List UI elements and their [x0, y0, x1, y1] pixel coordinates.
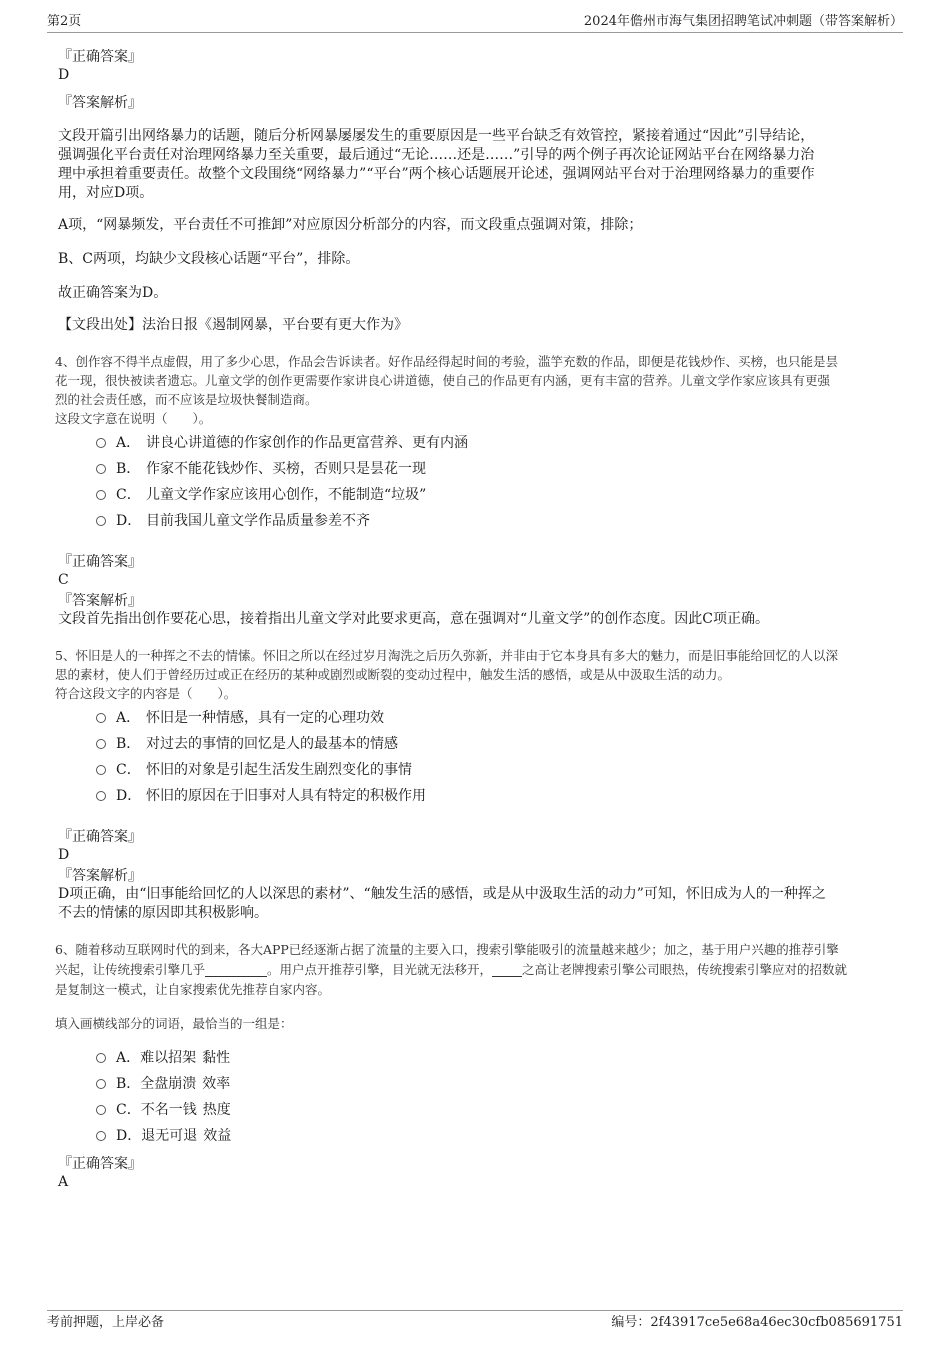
- question-stem-line: 花一现，很快被读者遗忘。儿童文学的创作更需要作家讲良心讲道德，使自己的作品更有内涵，更有丰富的营养。儿童文学作家应该具有更强: [55, 373, 831, 388]
- option-c[interactable]: [96, 1100, 231, 1120]
- radio-icon[interactable]: [96, 464, 106, 474]
- stem-text: 之高让老牌搜索引擎公司眼热，传统搜索引擎应对的招数就: [522, 962, 848, 977]
- radio-icon[interactable]: [96, 1053, 106, 1063]
- analysis-line: 强调强化平台责任对治理网络暴力至关重要，最后通过“无论……还是……”引导的两个例子再次论证网站平台在网络暴力治: [58, 147, 815, 163]
- radio-icon[interactable]: [96, 438, 106, 448]
- document-id: 编号：2f43917ce5e68a46ec30cfb085691751: [611, 1315, 903, 1330]
- option-text: 怀旧是一种情感，具有一定的心理功效: [146, 710, 384, 726]
- analysis-line: 不去的情愫的原因即其积极影响。: [58, 905, 268, 921]
- option-b[interactable]: [96, 1074, 230, 1094]
- source-note: 【文段出处】法治日报《遏制网暴，平台要有更大作为》: [58, 317, 408, 333]
- option-word: 效率: [202, 1076, 231, 1092]
- option-a[interactable]: [96, 708, 384, 728]
- option-c[interactable]: [96, 760, 412, 780]
- question-stem-line: 思的素材，使人们于曾经历过或正在经历的某种或剧烈或断裂的变动过程中，触发生活的感悟，或是从中汲取生活的动力。: [55, 667, 731, 682]
- option-d[interactable]: [96, 511, 370, 531]
- question-stem-line: 烈的社会责任感，而不应该是垃圾快餐制造商。: [55, 392, 318, 407]
- analysis-label: 『答案解析』: [58, 593, 142, 609]
- radio-icon[interactable]: [96, 739, 106, 749]
- page-number: 第2页: [47, 14, 82, 29]
- analysis-line: 文段首先指出创作要花心思，接着指出儿童文学对此要求更高，意在强调对“儿童文学”的创作态度。因此C项正确。: [58, 611, 770, 627]
- page-footer: [47, 1310, 903, 1333]
- fill-blank-2: [492, 962, 522, 977]
- answer-label: 『正确答案』: [58, 554, 142, 570]
- option-text: 作家不能花钱炒作、买榜，否则只是昙花一现: [146, 461, 426, 477]
- radio-icon[interactable]: [96, 713, 106, 723]
- option-text: 怀旧的原因在于旧事对人具有特定的积极作用: [146, 788, 426, 804]
- analysis-label: 『答案解析』: [58, 95, 142, 111]
- question-stem-line: 这段文字意在说明（ ）。: [55, 411, 212, 426]
- question-prompt: 填入画横线部分的词语，最恰当的一组是：: [55, 1016, 293, 1031]
- option-d[interactable]: [96, 786, 426, 806]
- radio-icon[interactable]: [96, 516, 106, 526]
- option-letter: D．: [116, 513, 142, 529]
- option-letter: A．: [116, 1050, 141, 1066]
- option-c[interactable]: [96, 485, 426, 505]
- radio-icon[interactable]: [96, 791, 106, 801]
- radio-icon[interactable]: [96, 1079, 106, 1089]
- footer-slogan: 考前押题，上岸必备: [47, 1315, 165, 1330]
- question-stem-line: [55, 960, 905, 979]
- option-text: 讲良心讲道德的作家创作的作品更富营养、更有内涵: [146, 435, 468, 451]
- analysis-line: 理中承担着重要责任。故整个文段围绕“网络暴力”“平台”两个核心话题展开论述，强调网站平台对于治理网络暴力的重要作: [58, 166, 815, 182]
- option-text: 儿童文学作家应该用心创作，不能制造“垃圾”: [146, 487, 427, 503]
- option-b[interactable]: [96, 459, 426, 479]
- option-letter: A．: [116, 710, 141, 726]
- analysis-label: 『答案解析』: [58, 868, 142, 884]
- option-word: 不名一钱: [140, 1102, 197, 1118]
- fill-blank-1: [205, 962, 267, 977]
- question-stem-line: 是复制这一模式，让自家搜索优先推荐自家内容。: [55, 982, 331, 997]
- radio-icon[interactable]: [96, 1131, 106, 1141]
- analysis-line: 故正确答案为D。: [58, 285, 168, 301]
- option-letter: C．: [116, 487, 141, 503]
- answer-value: D: [58, 847, 70, 863]
- answer-label: 『正确答案』: [58, 829, 142, 845]
- option-letter: B．: [116, 1076, 141, 1092]
- answer-value: D: [58, 67, 70, 83]
- stem-text: 兴起，让传统搜索引擎几乎: [55, 962, 206, 977]
- page-header: [47, 12, 903, 33]
- analysis-line: 文段开篇引出网络暴力的话题，随后分析网暴屡屡发生的重要原因是一些平台缺乏有效管控，紧接着通过“因此”引导结论，: [58, 128, 815, 144]
- option-word: 难以招架: [140, 1050, 197, 1066]
- option-letter: C．: [116, 762, 141, 778]
- answer-label: 『正确答案』: [58, 49, 142, 65]
- question-stem-line: 6、随着移动互联网时代的到来，各大APP已经逐渐占据了流量的主要入口，搜索引擎能吸引的流量越来越少；加之，基于用户兴趣的推荐引擎: [55, 942, 839, 957]
- option-word: 效益: [203, 1128, 232, 1144]
- option-b[interactable]: [96, 734, 398, 754]
- option-text: 目前我国儿童文学作品质量参差不齐: [146, 513, 370, 529]
- radio-icon[interactable]: [96, 765, 106, 775]
- option-letter: D．: [116, 788, 142, 804]
- answer-value: A: [58, 1174, 69, 1190]
- option-word: 黏性: [202, 1050, 231, 1066]
- analysis-line: D项正确，由“旧事能给回忆的人以深思的素材”、“触发生活的感悟，或是从中汲取生活的动力”可知，怀旧成为人的一种挥之: [58, 886, 826, 902]
- option-text: 对过去的事情的回忆是人的最基本的情感: [146, 736, 398, 752]
- option-word: 退无可退: [141, 1128, 198, 1144]
- option-letter: A．: [116, 435, 141, 451]
- question-stem-line: 4、创作容不得半点虚假，用了多少心思，作品会告诉读者。好作品经得起时间的考验，滥竽充数的作品，即便是花钱炒作、买榜，也只能是昙: [55, 354, 838, 369]
- answer-value: C: [58, 572, 69, 588]
- option-d[interactable]: [96, 1126, 231, 1146]
- option-letter: B．: [116, 461, 141, 477]
- question-stem-line: 5、怀旧是人的一种挥之不去的情愫。怀旧之所以在经过岁月淘洗之后历久弥新，并非由于它本身具有多大的魅力，而是旧事能给回忆的人以深: [55, 648, 838, 663]
- option-letter: D．: [116, 1128, 142, 1144]
- analysis-line: A项，“网暴频发，平台责任不可推卸”对应原因分析部分的内容，而文段重点强调对策，排除；: [58, 217, 643, 233]
- option-letter: B．: [116, 736, 141, 752]
- analysis-line: 用，对应D项。: [58, 185, 154, 201]
- answer-label: 『正确答案』: [58, 1156, 142, 1172]
- option-word: 热度: [202, 1102, 231, 1118]
- radio-icon[interactable]: [96, 1105, 106, 1115]
- radio-icon[interactable]: [96, 490, 106, 500]
- option-letter: C．: [116, 1102, 141, 1118]
- option-word: 全盘崩溃: [140, 1076, 197, 1092]
- question-stem-line: 符合这段文字的内容是（ ）。: [55, 686, 237, 701]
- analysis-line: B、C两项，均缺少文段核心话题“平台”，排除。: [58, 251, 360, 267]
- option-a[interactable]: [96, 433, 468, 453]
- option-a[interactable]: [96, 1048, 230, 1068]
- stem-text: 。用户点开推荐引擎，目光就无法移开，: [267, 962, 493, 977]
- option-text: 怀旧的对象是引起生活发生剧烈变化的事情: [146, 762, 412, 778]
- document-title: 2024年儋州市海气集团招聘笔试冲刺题（带答案解析）: [583, 14, 903, 29]
